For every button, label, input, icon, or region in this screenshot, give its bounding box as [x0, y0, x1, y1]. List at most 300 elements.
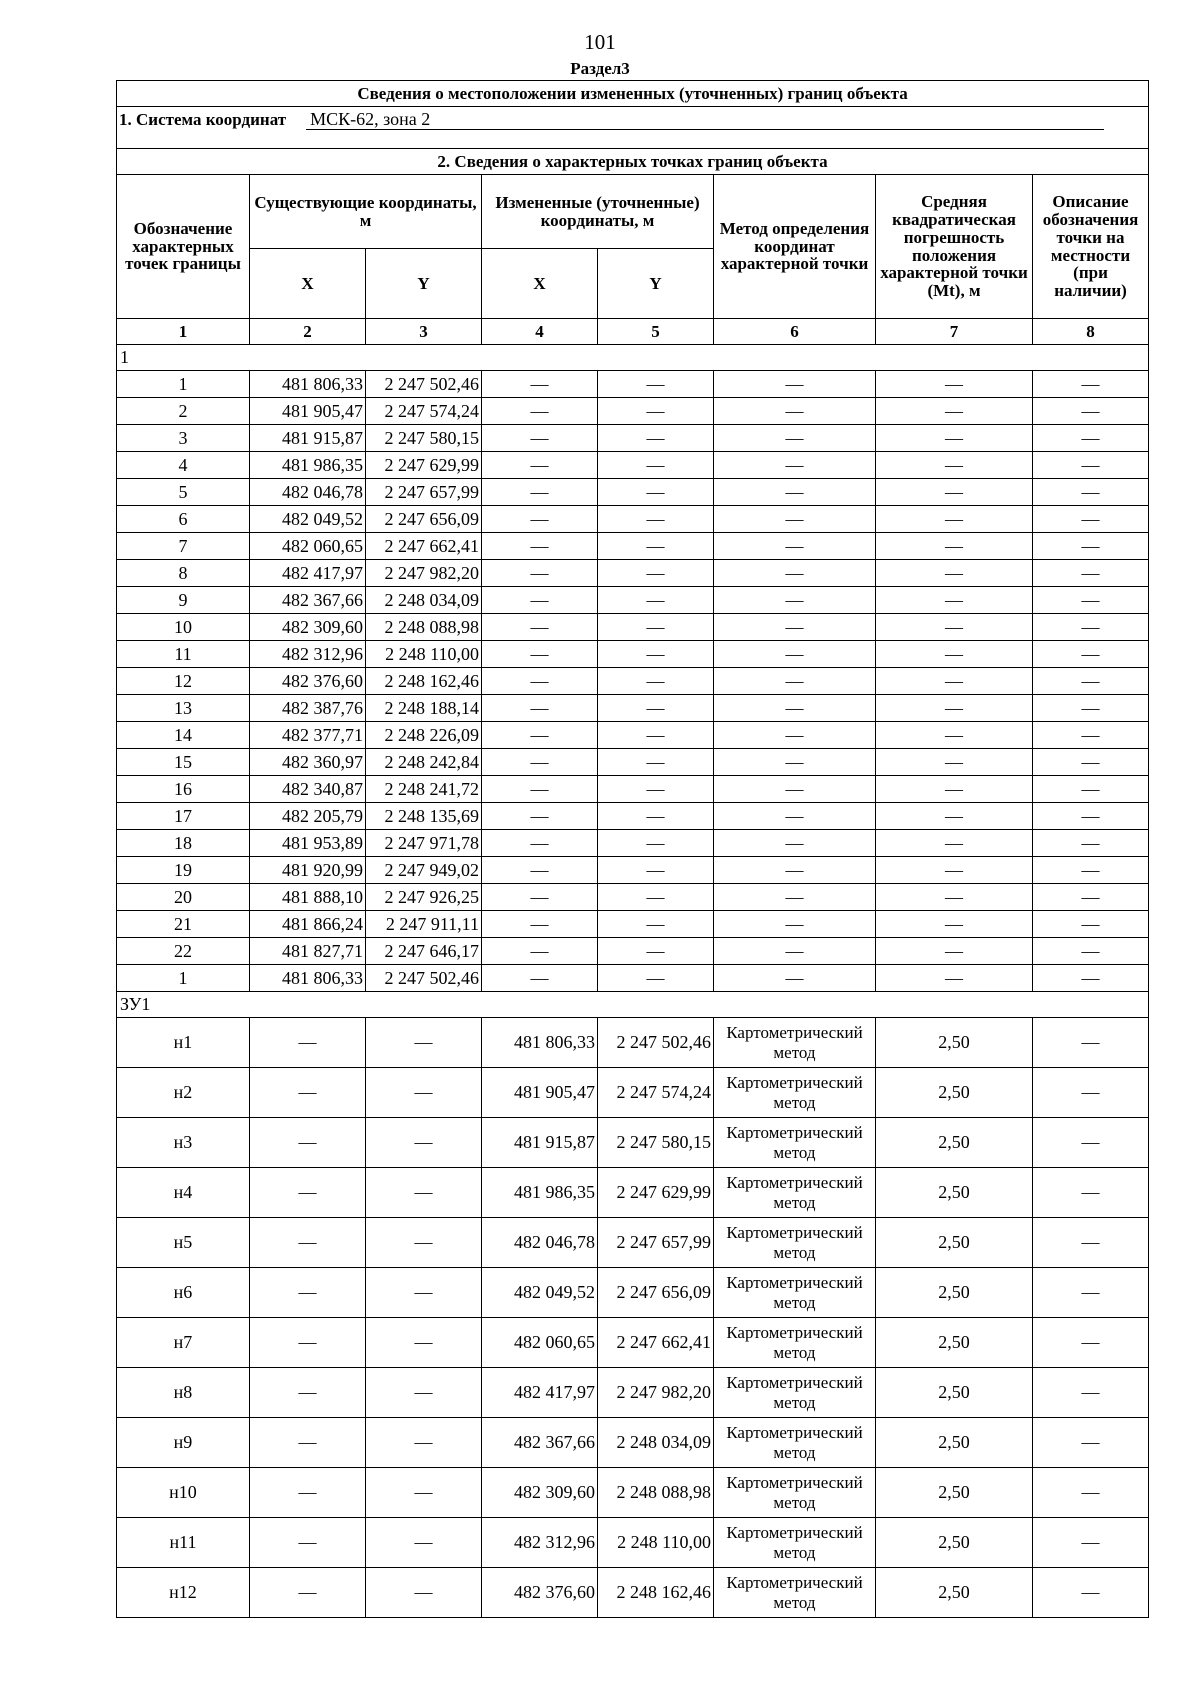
table-cell: н11 [117, 1518, 250, 1568]
table-row [117, 614, 1149, 641]
table-cell: — [876, 371, 1033, 398]
table-cell: 3 [117, 425, 250, 452]
boundary-table [116, 80, 1149, 1618]
table-cell: — [714, 749, 876, 776]
table-cell: 482 417,97 [250, 560, 366, 587]
table-cell: — [876, 803, 1033, 830]
table-cell: — [482, 371, 598, 398]
table-cell: 2 248 135,69 [366, 803, 482, 830]
table-cell: — [876, 965, 1033, 992]
table-cell: н6 [117, 1268, 250, 1318]
table-cell: 2 248 034,09 [598, 1418, 714, 1468]
table-cell: — [1033, 803, 1149, 830]
table-cell: 482 205,79 [250, 803, 366, 830]
table-cell: — [876, 560, 1033, 587]
table-cell: 1 [117, 371, 250, 398]
table-cell: — [250, 1318, 366, 1368]
table-cell: — [598, 938, 714, 965]
table-cell: 482 312,96 [482, 1518, 598, 1568]
table-cell: Картометрический метод [714, 1268, 876, 1318]
table-cell: 2 247 971,78 [366, 830, 482, 857]
table-cell: — [714, 668, 876, 695]
table-cell: 16 [117, 776, 250, 803]
table-cell: 2 247 574,24 [598, 1068, 714, 1118]
table-cell: 13 [117, 695, 250, 722]
table-cell: — [366, 1568, 482, 1618]
table-cell: — [482, 533, 598, 560]
table-cell: 2 247 502,46 [598, 1018, 714, 1068]
table-cell: — [1033, 1568, 1149, 1618]
table-cell: — [1033, 533, 1149, 560]
table-cell: — [1033, 1068, 1149, 1118]
table-cell: — [598, 749, 714, 776]
table-cell: 17 [117, 803, 250, 830]
table-cell: — [876, 614, 1033, 641]
table-cell: Картометрический метод [714, 1168, 876, 1218]
table-cell: — [482, 560, 598, 587]
table-cell: — [876, 479, 1033, 506]
table-cell: — [598, 425, 714, 452]
table-cell: — [1033, 506, 1149, 533]
table-row [117, 695, 1149, 722]
table-cell: — [250, 1368, 366, 1418]
table-cell: — [598, 533, 714, 560]
table-cell: — [714, 587, 876, 614]
column-number: 1 [117, 319, 250, 345]
table-row [117, 776, 1149, 803]
table-cell: н8 [117, 1368, 250, 1418]
table-cell: 482 049,52 [250, 506, 366, 533]
table-cell: Картометрический метод [714, 1568, 876, 1618]
table-cell: — [250, 1168, 366, 1218]
table-row [117, 1568, 1149, 1618]
table-cell: — [876, 587, 1033, 614]
table-cell: — [482, 965, 598, 992]
table-cell: 481 986,35 [482, 1168, 598, 1218]
table-cell: — [1033, 1168, 1149, 1218]
table-row [117, 830, 1149, 857]
table-cell: 482 367,66 [250, 587, 366, 614]
table-cell: — [598, 452, 714, 479]
table-cell: — [714, 830, 876, 857]
table-cell: 5 [117, 479, 250, 506]
table-cell: 482 387,76 [250, 695, 366, 722]
table-cell: 2,50 [876, 1568, 1033, 1618]
table-cell: — [1033, 641, 1149, 668]
table-cell: — [1033, 1418, 1149, 1468]
table-row [117, 668, 1149, 695]
table-cell: — [714, 722, 876, 749]
table-cell: — [714, 641, 876, 668]
table-cell: 2 247 657,99 [598, 1218, 714, 1268]
table-cell: — [598, 371, 714, 398]
table-row [117, 452, 1149, 479]
table-cell: — [366, 1118, 482, 1168]
table-cell: — [1033, 857, 1149, 884]
table-cell: 481 920,99 [250, 857, 366, 884]
header-point: Обозначение характерных точек границы [117, 175, 250, 319]
table-cell: — [1033, 695, 1149, 722]
group-row [117, 992, 1149, 1018]
table-cell: — [876, 398, 1033, 425]
table-row [117, 1468, 1149, 1518]
table-cell: — [714, 533, 876, 560]
table-cell: н4 [117, 1168, 250, 1218]
table-cell: 22 [117, 938, 250, 965]
table-cell: — [1033, 1518, 1149, 1568]
table-cell: — [250, 1068, 366, 1118]
column-number-row [117, 319, 1149, 345]
table-cell: — [366, 1268, 482, 1318]
table-cell: 2 247 911,11 [366, 911, 482, 938]
table-row [117, 1218, 1149, 1268]
table-cell: 10 [117, 614, 250, 641]
table-cell: 2 247 580,15 [366, 425, 482, 452]
table-cell: — [876, 776, 1033, 803]
table-cell: — [714, 506, 876, 533]
table-cell: 2 248 226,09 [366, 722, 482, 749]
table-cell: 9 [117, 587, 250, 614]
group-row [117, 345, 1149, 371]
table-cell: 482 376,60 [482, 1568, 598, 1618]
column-number: 2 [250, 319, 366, 345]
table-cell: — [1033, 398, 1149, 425]
table-cell: 481 915,87 [250, 425, 366, 452]
table-cell: 482 377,71 [250, 722, 366, 749]
table-cell: 18 [117, 830, 250, 857]
table-cell: — [714, 965, 876, 992]
table-cell: 8 [117, 560, 250, 587]
table-row [117, 938, 1149, 965]
table-row [117, 911, 1149, 938]
table-cell: 2 248 188,14 [366, 695, 482, 722]
table-cell: 2 248 088,98 [598, 1468, 714, 1518]
table-cell: — [250, 1118, 366, 1168]
table-cell: — [876, 452, 1033, 479]
table-cell: 2,50 [876, 1018, 1033, 1068]
table-cell: 482 046,78 [250, 479, 366, 506]
table-cell: н2 [117, 1068, 250, 1118]
table-cell: — [1033, 965, 1149, 992]
table-cell: 2,50 [876, 1518, 1033, 1568]
table-cell: 14 [117, 722, 250, 749]
coord-system-cell [117, 107, 1149, 149]
table-cell: н7 [117, 1318, 250, 1368]
table-cell: — [876, 533, 1033, 560]
table-cell: 2 248 088,98 [366, 614, 482, 641]
header-error: Средняя квадратическая погрешность положения характерной точки (Mt), м [876, 175, 1033, 319]
table-cell: 4 [117, 452, 250, 479]
header-existing-y: Y [366, 249, 482, 319]
table-cell: — [1033, 1218, 1149, 1268]
table-cell: — [250, 1018, 366, 1068]
table-cell: 2 248 162,46 [366, 668, 482, 695]
table-cell: 2,50 [876, 1318, 1033, 1368]
table-cell: — [598, 560, 714, 587]
table-cell: 2 247 657,99 [366, 479, 482, 506]
table-title: Сведения о местоположении измененных (уточненных) границ объекта [117, 81, 1149, 107]
table-cell: — [876, 506, 1033, 533]
table-cell: — [598, 479, 714, 506]
table-cell: 2,50 [876, 1118, 1033, 1168]
table-cell: — [1033, 776, 1149, 803]
table-cell: — [714, 452, 876, 479]
table-cell: 482 360,97 [250, 749, 366, 776]
header-changed: Измененные (уточненные) координаты, м [482, 175, 714, 249]
table-cell: — [714, 803, 876, 830]
table-cell: — [714, 614, 876, 641]
table-cell: — [1033, 1468, 1149, 1518]
coord-system-label: 1. Система координат [119, 110, 287, 129]
table-cell: 482 367,66 [482, 1418, 598, 1468]
table-cell: — [1033, 452, 1149, 479]
section-title: Раздел3 [570, 59, 630, 78]
table-cell: — [876, 641, 1033, 668]
table-cell: 2 247 662,41 [366, 533, 482, 560]
table-cell: — [250, 1568, 366, 1618]
table-cell: 2,50 [876, 1068, 1033, 1118]
table-cell: 2 [117, 398, 250, 425]
table-cell: 2 247 629,99 [598, 1168, 714, 1218]
table-cell: — [598, 668, 714, 695]
table-cell: — [598, 587, 714, 614]
table-row [117, 587, 1149, 614]
table-cell: 2 247 656,09 [598, 1268, 714, 1318]
table-cell: 482 309,60 [250, 614, 366, 641]
table-cell: 2 248 110,00 [366, 641, 482, 668]
table-cell: — [598, 506, 714, 533]
table-cell: 2 247 656,09 [366, 506, 482, 533]
table-row [117, 1168, 1149, 1218]
table-cell: — [482, 749, 598, 776]
table-cell: 482 060,65 [482, 1318, 598, 1368]
table-cell: 482 312,96 [250, 641, 366, 668]
table-cell: 481 806,33 [250, 965, 366, 992]
table-cell: 2,50 [876, 1418, 1033, 1468]
table-row [117, 1068, 1149, 1118]
column-number: 4 [482, 319, 598, 345]
table-cell: 1 [117, 965, 250, 992]
table-cell: — [1033, 830, 1149, 857]
table-cell: — [598, 695, 714, 722]
table-cell: — [482, 722, 598, 749]
table-cell: 2,50 [876, 1168, 1033, 1218]
table-cell: — [1033, 560, 1149, 587]
table-cell: — [366, 1018, 482, 1068]
table-row [117, 857, 1149, 884]
table-cell: н9 [117, 1418, 250, 1468]
table-cell: 2 248 162,46 [598, 1568, 714, 1618]
table-cell: 481 986,35 [250, 452, 366, 479]
table-cell: — [598, 803, 714, 830]
table-cell: 2 247 982,20 [598, 1368, 714, 1418]
table-cell: 2 248 241,72 [366, 776, 482, 803]
table-cell: — [482, 803, 598, 830]
table-cell: — [1033, 587, 1149, 614]
table-cell: — [598, 911, 714, 938]
table-cell: — [714, 884, 876, 911]
table-cell: — [876, 749, 1033, 776]
table-cell: Картометрический метод [714, 1418, 876, 1468]
table-row [117, 560, 1149, 587]
table-cell: — [1033, 722, 1149, 749]
table-cell: — [482, 695, 598, 722]
table-cell: — [598, 614, 714, 641]
table-cell: 481 905,47 [482, 1068, 598, 1118]
table-cell: — [1033, 911, 1149, 938]
table-cell: 2,50 [876, 1218, 1033, 1268]
table-cell: 2 247 629,99 [366, 452, 482, 479]
table-cell: 482 417,97 [482, 1368, 598, 1418]
table-cell: — [1033, 884, 1149, 911]
table-cell: н3 [117, 1118, 250, 1168]
table-cell: — [482, 425, 598, 452]
table-cell: 481 806,33 [250, 371, 366, 398]
table-cell: — [482, 830, 598, 857]
table-row [117, 1368, 1149, 1418]
table-cell: — [482, 506, 598, 533]
table-row [117, 506, 1149, 533]
table-row [117, 425, 1149, 452]
subsection-title: 2. Сведения о характерных точках границ объекта [117, 149, 1149, 175]
table-cell: 481 866,24 [250, 911, 366, 938]
table-cell: — [482, 776, 598, 803]
table-cell: Картометрический метод [714, 1118, 876, 1168]
table-cell: — [250, 1218, 366, 1268]
table-cell: 2 248 242,84 [366, 749, 482, 776]
table-cell: — [876, 722, 1033, 749]
group-label: ЗУ1 [117, 992, 1149, 1018]
table-cell: — [1033, 425, 1149, 452]
table-cell: — [366, 1468, 482, 1518]
table-cell: 7 [117, 533, 250, 560]
table-row [117, 803, 1149, 830]
column-number: 7 [876, 319, 1033, 345]
column-number: 6 [714, 319, 876, 345]
table-cell: — [482, 911, 598, 938]
column-number: 8 [1033, 319, 1149, 345]
table-cell: — [366, 1518, 482, 1568]
table-cell: — [250, 1468, 366, 1518]
table-cell: — [714, 371, 876, 398]
table-cell: — [366, 1068, 482, 1118]
table-cell: — [876, 425, 1033, 452]
table-cell: — [366, 1168, 482, 1218]
table-cell: 2 247 574,24 [366, 398, 482, 425]
table-cell: 481 905,47 [250, 398, 366, 425]
table-cell: — [1033, 371, 1149, 398]
table-cell: Картометрический метод [714, 1068, 876, 1118]
table-cell: — [482, 614, 598, 641]
table-cell: — [598, 857, 714, 884]
table-cell: 482 309,60 [482, 1468, 598, 1518]
header-existing-x: X [250, 249, 366, 319]
table-cell: — [482, 938, 598, 965]
column-number: 5 [598, 319, 714, 345]
table-cell: — [598, 722, 714, 749]
table-row [117, 1518, 1149, 1568]
table-cell: — [876, 911, 1033, 938]
table-cell: — [482, 884, 598, 911]
table-row [117, 1018, 1149, 1068]
table-cell: 2 247 646,17 [366, 938, 482, 965]
table-cell: Картометрический метод [714, 1518, 876, 1568]
table-cell: — [250, 1268, 366, 1318]
coord-system-value: МСК-62, зона 2 [306, 110, 1104, 130]
table-cell: — [250, 1518, 366, 1568]
table-row [117, 1418, 1149, 1468]
table-row [117, 641, 1149, 668]
page-number: 101 [584, 30, 616, 54]
table-cell: 20 [117, 884, 250, 911]
table-cell: Картометрический метод [714, 1318, 876, 1368]
table-cell: 481 915,87 [482, 1118, 598, 1168]
table-cell: 15 [117, 749, 250, 776]
table-cell: — [714, 938, 876, 965]
table-cell: 2,50 [876, 1468, 1033, 1518]
header-description: Описание обозначения точки на местности (при наличии) [1033, 175, 1149, 319]
table-cell: 481 806,33 [482, 1018, 598, 1068]
table-cell: 2 247 662,41 [598, 1318, 714, 1368]
table-row [117, 1318, 1149, 1368]
table-row [117, 371, 1149, 398]
table-cell: — [482, 398, 598, 425]
table-cell: н10 [117, 1468, 250, 1518]
table-cell: 2 247 580,15 [598, 1118, 714, 1168]
table-cell: — [598, 641, 714, 668]
table-cell: — [598, 884, 714, 911]
table-row [117, 722, 1149, 749]
table-cell: — [1033, 1018, 1149, 1068]
table-cell: — [714, 479, 876, 506]
table-row [117, 1118, 1149, 1168]
table-cell: 481 953,89 [250, 830, 366, 857]
table-row [117, 1268, 1149, 1318]
table-cell: — [598, 830, 714, 857]
table-cell: — [714, 776, 876, 803]
table-cell: — [876, 938, 1033, 965]
table-cell: 2 247 502,46 [366, 965, 482, 992]
table-cell: — [250, 1418, 366, 1468]
table-cell: — [714, 695, 876, 722]
table-cell: 12 [117, 668, 250, 695]
table-cell: — [482, 479, 598, 506]
table-cell: н5 [117, 1218, 250, 1268]
table-cell: 2 248 110,00 [598, 1518, 714, 1568]
table-cell: — [876, 857, 1033, 884]
table-row [117, 479, 1149, 506]
table-cell: — [1033, 938, 1149, 965]
table-cell: Картометрический метод [714, 1018, 876, 1068]
table-cell: — [366, 1418, 482, 1468]
table-cell: — [876, 695, 1033, 722]
table-cell: — [876, 884, 1033, 911]
table-cell: — [482, 668, 598, 695]
table-cell: — [598, 965, 714, 992]
table-cell: 11 [117, 641, 250, 668]
table-cell: — [714, 425, 876, 452]
table-cell: 2 247 949,02 [366, 857, 482, 884]
table-cell: н1 [117, 1018, 250, 1068]
table-cell: — [598, 398, 714, 425]
group-label: 1 [117, 345, 1149, 371]
table-cell: — [876, 668, 1033, 695]
table-cell: — [1033, 1318, 1149, 1368]
table-cell: 2 248 034,09 [366, 587, 482, 614]
table-cell: Картометрический метод [714, 1218, 876, 1268]
table-cell: 482 060,65 [250, 533, 366, 560]
table-cell: — [714, 857, 876, 884]
